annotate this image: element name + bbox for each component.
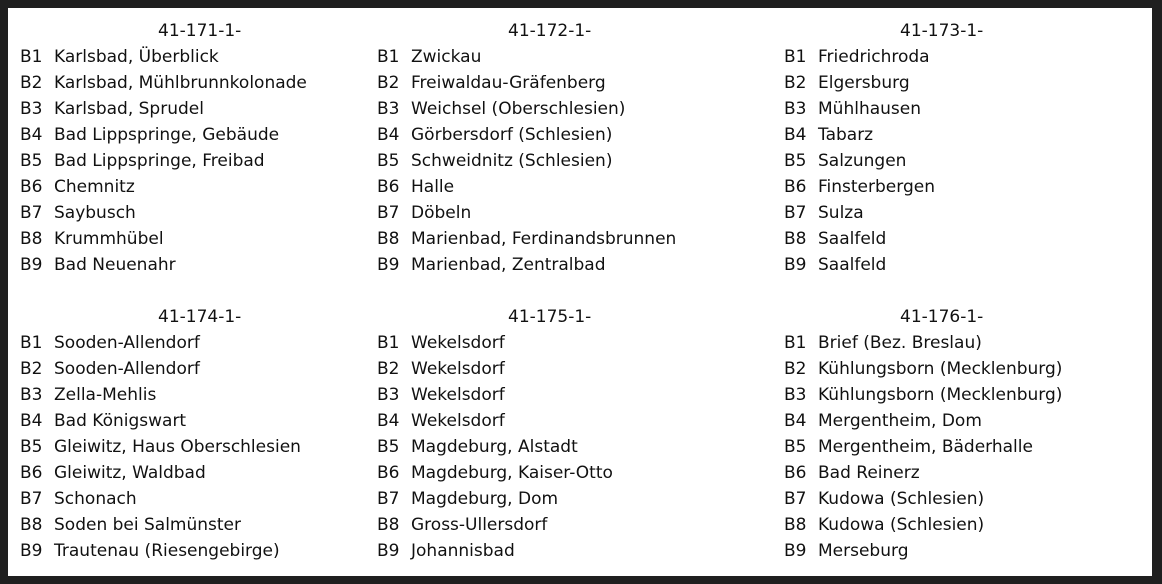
- item-code: B4: [20, 125, 43, 145]
- item-place: Mühlhausen: [818, 99, 921, 119]
- item-code: B4: [784, 125, 807, 145]
- item-code: B5: [784, 151, 807, 171]
- item-code: B4: [784, 411, 807, 431]
- item-code: B9: [20, 255, 43, 275]
- item-code: B1: [784, 333, 807, 353]
- item-place: Elgersburg: [818, 73, 910, 93]
- item-place: Magdeburg, Kaiser-Otto: [411, 463, 613, 483]
- item-code: B5: [784, 437, 807, 457]
- item-place: Wekelsdorf: [411, 411, 505, 431]
- item-code: B5: [20, 151, 43, 171]
- item-place: Gleiwitz, Haus Oberschlesien: [54, 437, 301, 457]
- item-code: B8: [377, 229, 400, 249]
- item-code: B4: [20, 411, 43, 431]
- item-code: B4: [377, 411, 400, 431]
- item-place: Mergentheim, Dom: [818, 411, 982, 431]
- item-place: Görbersdorf (Schlesien): [411, 125, 613, 145]
- item-code: B4: [377, 125, 400, 145]
- item-place: Marienbad, Zentralbad: [411, 255, 606, 275]
- group-title: 41-174-1-: [158, 307, 242, 327]
- item-code: B6: [377, 177, 400, 197]
- item-place: Schweidnitz (Schlesien): [411, 151, 613, 171]
- item-place: Saalfeld: [818, 229, 887, 249]
- item-code: B8: [377, 515, 400, 535]
- item-code: B1: [20, 333, 43, 353]
- item-code: B3: [784, 99, 807, 119]
- item-place: Sulza: [818, 203, 864, 223]
- item-place: Döbeln: [411, 203, 472, 223]
- item-code: B7: [784, 203, 807, 223]
- item-place: Krummhübel: [54, 229, 164, 249]
- item-place: Kudowa (Schlesien): [818, 489, 985, 509]
- item-code: B9: [377, 541, 400, 561]
- item-code: B6: [784, 177, 807, 197]
- item-code: B6: [20, 463, 43, 483]
- item-code: B9: [784, 255, 807, 275]
- item-code: B7: [784, 489, 807, 509]
- item-code: B2: [784, 359, 807, 379]
- item-code: B8: [784, 229, 807, 249]
- item-code: B3: [784, 385, 807, 405]
- group-title: 41-171-1-: [158, 21, 242, 41]
- item-place: Saalfeld: [818, 255, 887, 275]
- item-place: Saybusch: [54, 203, 136, 223]
- item-place: Bad Königswart: [54, 411, 187, 431]
- item-place: Gleiwitz, Waldbad: [54, 463, 206, 483]
- item-code: B8: [20, 515, 43, 535]
- item-place: Soden bei Salmünster: [54, 515, 242, 535]
- item-code: B3: [20, 99, 43, 119]
- item-place: Johannisbad: [411, 541, 515, 561]
- item-place: Mergentheim, Bäderhalle: [818, 437, 1033, 457]
- item-place: Magdeburg, Alstadt: [411, 437, 578, 457]
- item-code: B1: [377, 333, 400, 353]
- item-place: Bad Lippspringe, Gebäude: [54, 125, 280, 145]
- item-code: B5: [377, 151, 400, 171]
- item-code: B9: [377, 255, 400, 275]
- item-code: B3: [377, 99, 400, 119]
- item-place: Marienbad, Ferdinandsbrunnen: [411, 229, 677, 249]
- item-place: Kudowa (Schlesien): [818, 515, 985, 535]
- item-code: B6: [784, 463, 807, 483]
- item-place: Chemnitz: [54, 177, 135, 197]
- item-place: Kühlungsborn (Mecklenburg): [818, 359, 1063, 379]
- item-place: Salzungen: [818, 151, 907, 171]
- item-place: Friedrichroda: [818, 47, 930, 67]
- item-place: Wekelsdorf: [411, 333, 505, 353]
- item-code: B9: [784, 541, 807, 561]
- item-code: B2: [20, 359, 43, 379]
- item-place: Wekelsdorf: [411, 385, 505, 405]
- item-code: B7: [377, 489, 400, 509]
- item-code: B8: [20, 229, 43, 249]
- item-code: B2: [784, 73, 807, 93]
- item-code: B2: [20, 73, 43, 93]
- item-code: B1: [20, 47, 43, 67]
- item-code: B8: [784, 515, 807, 535]
- item-code: B5: [20, 437, 43, 457]
- item-code: B1: [377, 47, 400, 67]
- item-place: Wekelsdorf: [411, 359, 505, 379]
- item-place: Zwickau: [411, 47, 482, 67]
- item-place: Merseburg: [818, 541, 909, 561]
- item-code: B3: [20, 385, 43, 405]
- item-place: Bad Neuenahr: [54, 255, 176, 275]
- item-place: Karlsbad, Mühlbrunnkolonade: [54, 73, 307, 93]
- item-place: Bad Reinerz: [818, 463, 920, 483]
- item-place: Gross-Ullersdorf: [411, 515, 548, 535]
- item-code: B3: [377, 385, 400, 405]
- item-place: Freiwaldau-Gräfenberg: [411, 73, 606, 93]
- group-title: 41-175-1-: [508, 307, 592, 327]
- item-place: Schonach: [54, 489, 137, 509]
- item-code: B6: [20, 177, 43, 197]
- item-code: B9: [20, 541, 43, 561]
- item-place: Halle: [411, 177, 455, 197]
- item-place: Sooden-Allendorf: [54, 359, 200, 379]
- item-place: Zella-Mehlis: [54, 385, 157, 405]
- item-place: Finsterbergen: [818, 177, 935, 197]
- item-code: B7: [377, 203, 400, 223]
- item-place: Kühlungsborn (Mecklenburg): [818, 385, 1063, 405]
- item-code: B7: [20, 203, 43, 223]
- item-place: Weichsel (Oberschlesien): [411, 99, 626, 119]
- item-code: B2: [377, 73, 400, 93]
- item-place: Tabarz: [818, 125, 874, 145]
- item-code: B6: [377, 463, 400, 483]
- group-title: 41-172-1-: [508, 21, 592, 41]
- document-sheet: [8, 8, 1152, 576]
- item-place: Bad Lippspringe, Freibad: [54, 151, 265, 171]
- item-code: B2: [377, 359, 400, 379]
- group-title: 41-176-1-: [900, 307, 984, 327]
- group-title: 41-173-1-: [900, 21, 984, 41]
- item-code: B7: [20, 489, 43, 509]
- item-code: B5: [377, 437, 400, 457]
- item-place: Magdeburg, Dom: [411, 489, 559, 509]
- item-place: Brief (Bez. Breslau): [818, 333, 982, 353]
- item-place: Karlsbad, Überblick: [54, 47, 219, 67]
- item-place: Karlsbad, Sprudel: [54, 99, 204, 119]
- item-place: Sooden-Allendorf: [54, 333, 200, 353]
- item-code: B1: [784, 47, 807, 67]
- item-place: Trautenau (Riesengebirge): [54, 541, 280, 561]
